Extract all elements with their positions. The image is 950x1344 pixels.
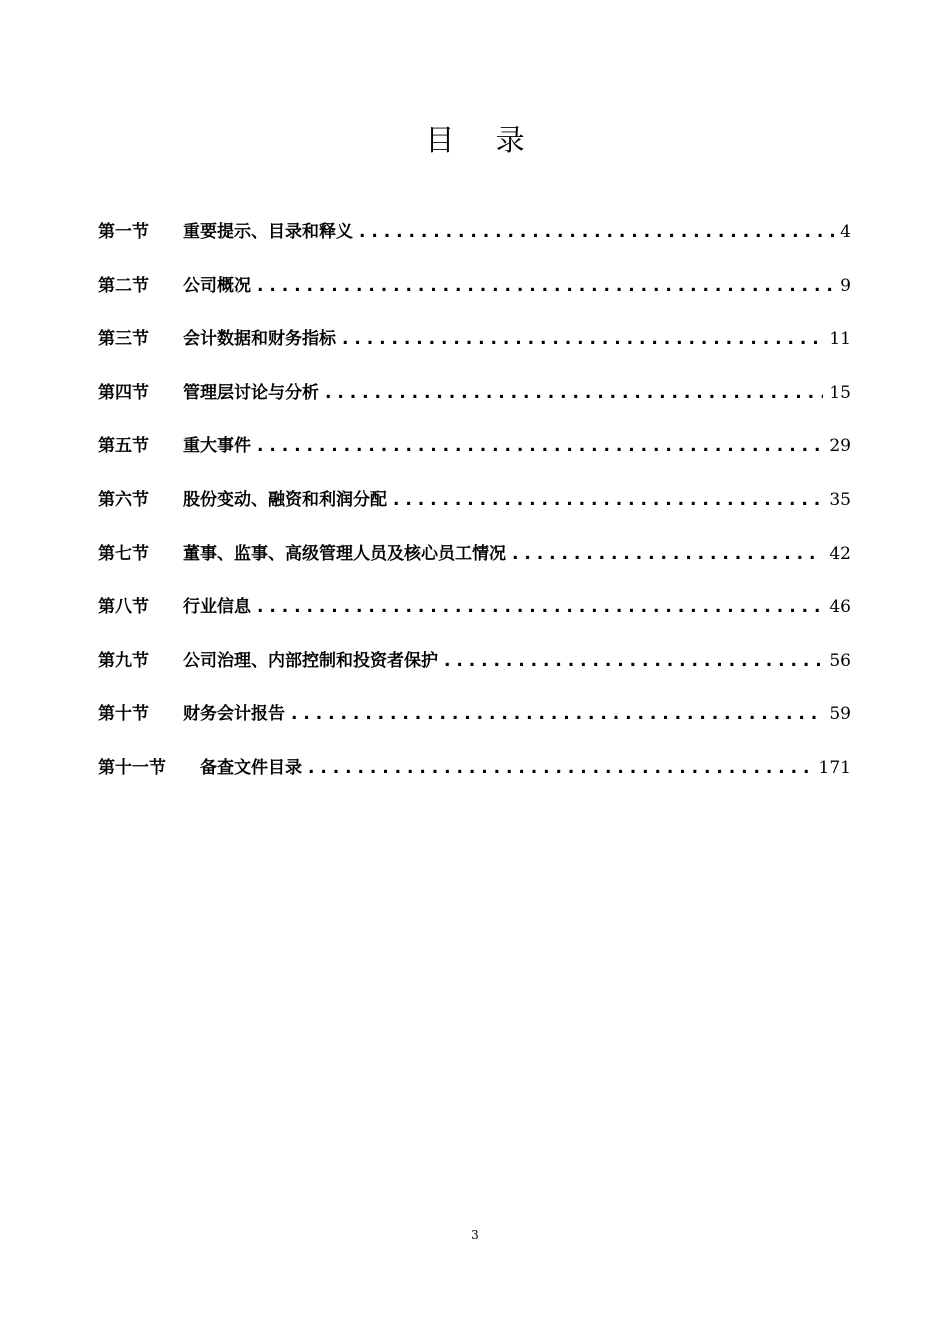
toc-page-number: 11 (829, 329, 851, 350)
toc-section-number: 第九节 (98, 650, 149, 671)
toc-entry[interactable] (98, 271, 851, 325)
toc-section-number: 第二节 (98, 275, 149, 296)
toc-page-number: 9 (840, 275, 851, 296)
toc-section-title: 财务会计报告 (183, 704, 285, 725)
toc-leader-dots (444, 651, 823, 671)
toc-entry[interactable] (98, 217, 851, 271)
toc-entry[interactable] (98, 324, 851, 378)
toc-leader-dots (325, 383, 823, 403)
table-of-contents (98, 217, 851, 807)
toc-section-title: 行业信息 (183, 597, 251, 618)
toc-section-title: 公司概况 (183, 275, 251, 296)
toc-section-number: 第五节 (98, 436, 149, 457)
toc-entry[interactable] (98, 431, 851, 485)
toc-entry[interactable] (98, 646, 851, 700)
toc-leader-dots (393, 490, 823, 510)
toc-section-number: 第十一节 (98, 757, 166, 778)
toc-section-title: 重要提示、目录和释义 (183, 222, 353, 242)
toc-entry[interactable] (98, 592, 851, 646)
toc-section-title: 会计数据和财务指标 (183, 329, 336, 350)
toc-entry[interactable] (98, 539, 851, 593)
toc-entry[interactable] (98, 378, 851, 432)
toc-page-number: 29 (829, 436, 851, 457)
toc-entry[interactable] (98, 699, 851, 753)
toc-page-number: 35 (829, 489, 851, 510)
toc-section-number: 第八节 (98, 597, 149, 618)
toc-leader-dots (359, 222, 834, 242)
toc-section-title: 股份变动、融资和利润分配 (183, 489, 387, 510)
toc-leader-dots (308, 758, 813, 778)
toc-leader-dots (342, 329, 823, 349)
page-title: 目 录 (425, 123, 541, 157)
toc-page-number: 56 (829, 650, 851, 671)
toc-leader-dots (512, 544, 823, 564)
toc-leader-dots (257, 597, 823, 617)
toc-page-number: 15 (829, 382, 851, 403)
toc-page-number: 171 (818, 757, 851, 778)
toc-page-number: 42 (829, 543, 851, 564)
toc-leader-dots (257, 436, 823, 456)
toc-page-number: 4 (840, 222, 851, 242)
toc-page-number: 46 (829, 597, 851, 618)
toc-section-number: 第一节 (98, 222, 149, 242)
toc-section-number: 第六节 (98, 489, 149, 510)
toc-leader-dots (257, 276, 834, 296)
toc-section-title: 董事、监事、高级管理人员及核心员工情况 (183, 543, 506, 564)
toc-section-number: 第四节 (98, 382, 149, 403)
toc-section-number: 第七节 (98, 543, 149, 564)
toc-entry[interactable] (98, 485, 851, 539)
toc-section-title: 备查文件目录 (200, 757, 302, 778)
toc-section-number: 第十节 (98, 704, 149, 725)
toc-section-title: 公司治理、内部控制和投资者保护 (183, 650, 438, 671)
toc-page-number: 59 (829, 704, 851, 725)
toc-section-title: 重大事件 (183, 436, 251, 457)
toc-leader-dots (291, 704, 823, 724)
toc-entry[interactable] (98, 753, 851, 807)
toc-section-title: 管理层讨论与分析 (183, 382, 319, 403)
toc-section-number: 第三节 (98, 329, 149, 350)
page-number: 3 (471, 1228, 479, 1242)
